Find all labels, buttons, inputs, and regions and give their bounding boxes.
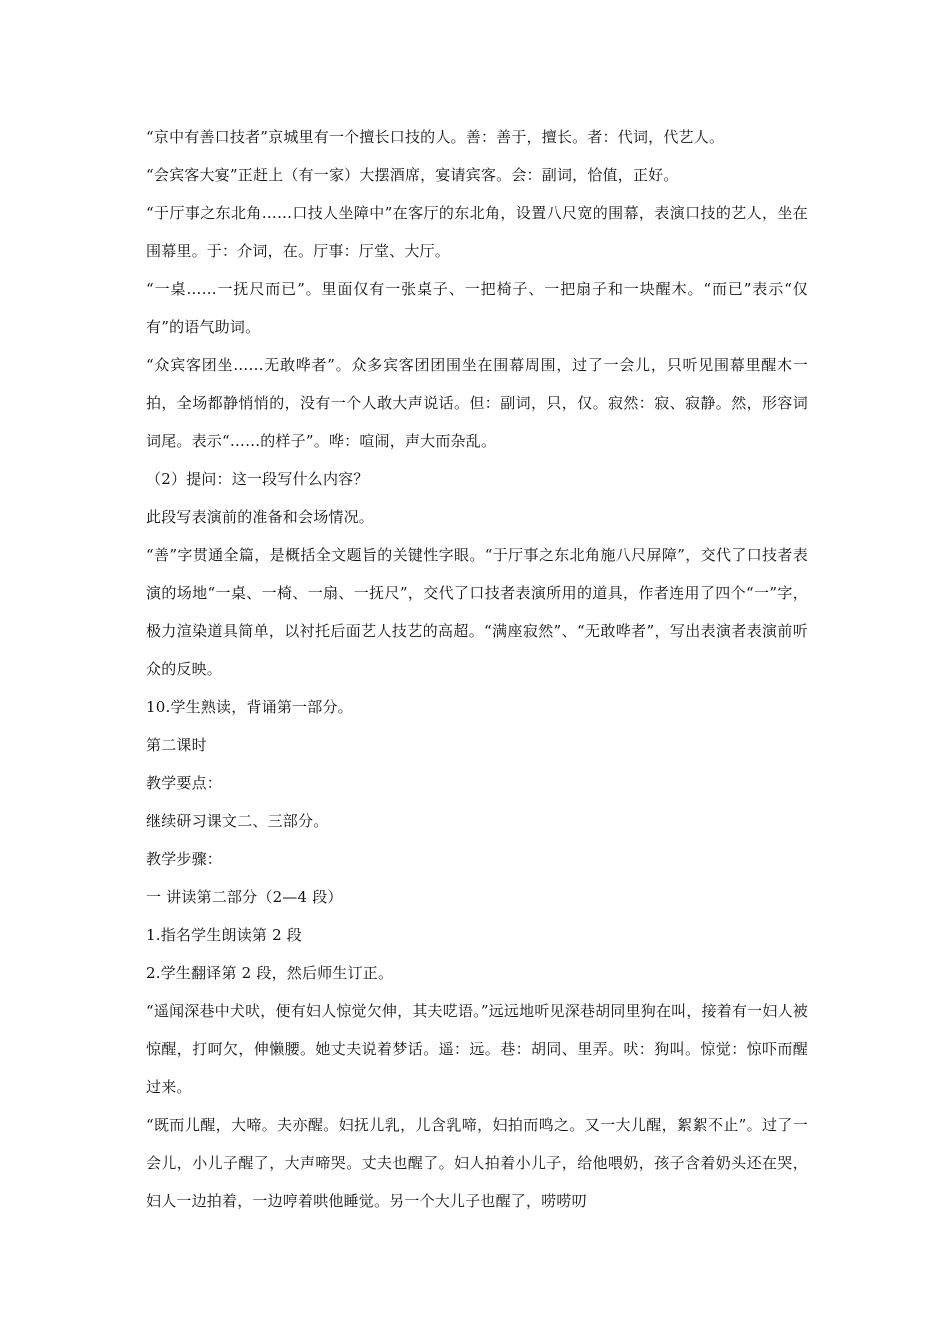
paragraph-1: “京中有善口技者”京城里有一个擅长口技的人。善：善于，擅长。者：代词，代艺人。	[146, 128, 725, 146]
paragraph-2: “会宾客大宴”正赶上（有一家）大摆酒席，宴请宾客。会：副词，恰值，正好。	[146, 166, 679, 184]
paragraph-16: 2.学生翻译第 2 段，然后师生订正。	[146, 964, 394, 982]
paragraph-13: 教学步骤：	[146, 850, 223, 868]
paragraph-10: 第二课时	[146, 736, 207, 754]
paragraph-6: （2）提问：这一段写什么内容？	[146, 470, 369, 488]
paragraph-11: 教学要点：	[146, 774, 223, 792]
paragraph-17: “遥闻深巷中犬吠，便有妇人惊觉欠伸，其夫呓语。”远远地听见深巷胡同里狗在叫，接着有一妇人被惊醒，打呵欠，伸懒腰。她丈夫说着梦话。遥：远。巷：胡同、里弄。吠：狗叫。惊觉：惊吓而醒过来。	[146, 1002, 808, 1096]
paragraph-18: “既而儿醒，大啼。夫亦醒。妇抚儿乳，儿含乳啼，妇拍而鸣之。又一大儿醒，絮絮不止”。过了一会儿，小儿子醒了，大声啼哭。丈夫也醒了。妇人拍着小儿子，给他喂奶，孩子含着奶头还在哭，妇人一边拍着，一边哼着哄他睡觉。另一个大儿子也醒了，唠唠叨	[146, 1116, 808, 1210]
paragraph-4: “一桌……一抚尺而已”。里面仅有一张桌子、一把椅子、一把扇子和一块醒木。“而已”表示“仅有”的语气助词。	[146, 280, 808, 336]
paragraph-9: 10.学生熟读，背诵第一部分。	[146, 698, 353, 716]
paragraph-14: 一 讲读第二部分（2—4 段）	[146, 888, 343, 906]
paragraph-12: 继续研习课文二、三部分。	[146, 812, 329, 830]
paragraph-3: “于厅事之东北角……口技人坐障中”在客厅的东北角，设置八尺宽的围幕，表演口技的艺人，坐在围幕里。于：介词，在。厅事：厅堂、大厅。	[146, 204, 808, 260]
paragraph-8: “善”字贯通全篇，是概括全文题旨的关键性字眼。“于厅事之东北角施八尺屏障”，交代了口技者表演的场地“一桌、一椅、一扇、一抚尺”，交代了口技者表演所用的道具，作者连用了四个“一”字，极力渲染道具简单，以衬托后面艺人技艺的高超。“满座寂然”、“无敢哗者”，写出表演者表演前听众的反映。	[146, 546, 808, 678]
paragraph-5: “众宾客团坐……无敢哗者”。众多宾客团团围坐在围幕周围，过了一会儿，只听见围幕里醒木一拍，全场都静悄悄的，没有一个人敢大声说话。但：副词，只，仅。寂然：寂、寂静。然，形容词词尾。表示“……的样子”。哗：喧闹，声大而杂乱。	[146, 356, 808, 450]
paragraph-7: 此段写表演前的准备和会场情况。	[146, 508, 375, 526]
paragraph-15: 1.指名学生朗读第 2 段	[146, 926, 302, 944]
document-page	[146, 118, 808, 1220]
